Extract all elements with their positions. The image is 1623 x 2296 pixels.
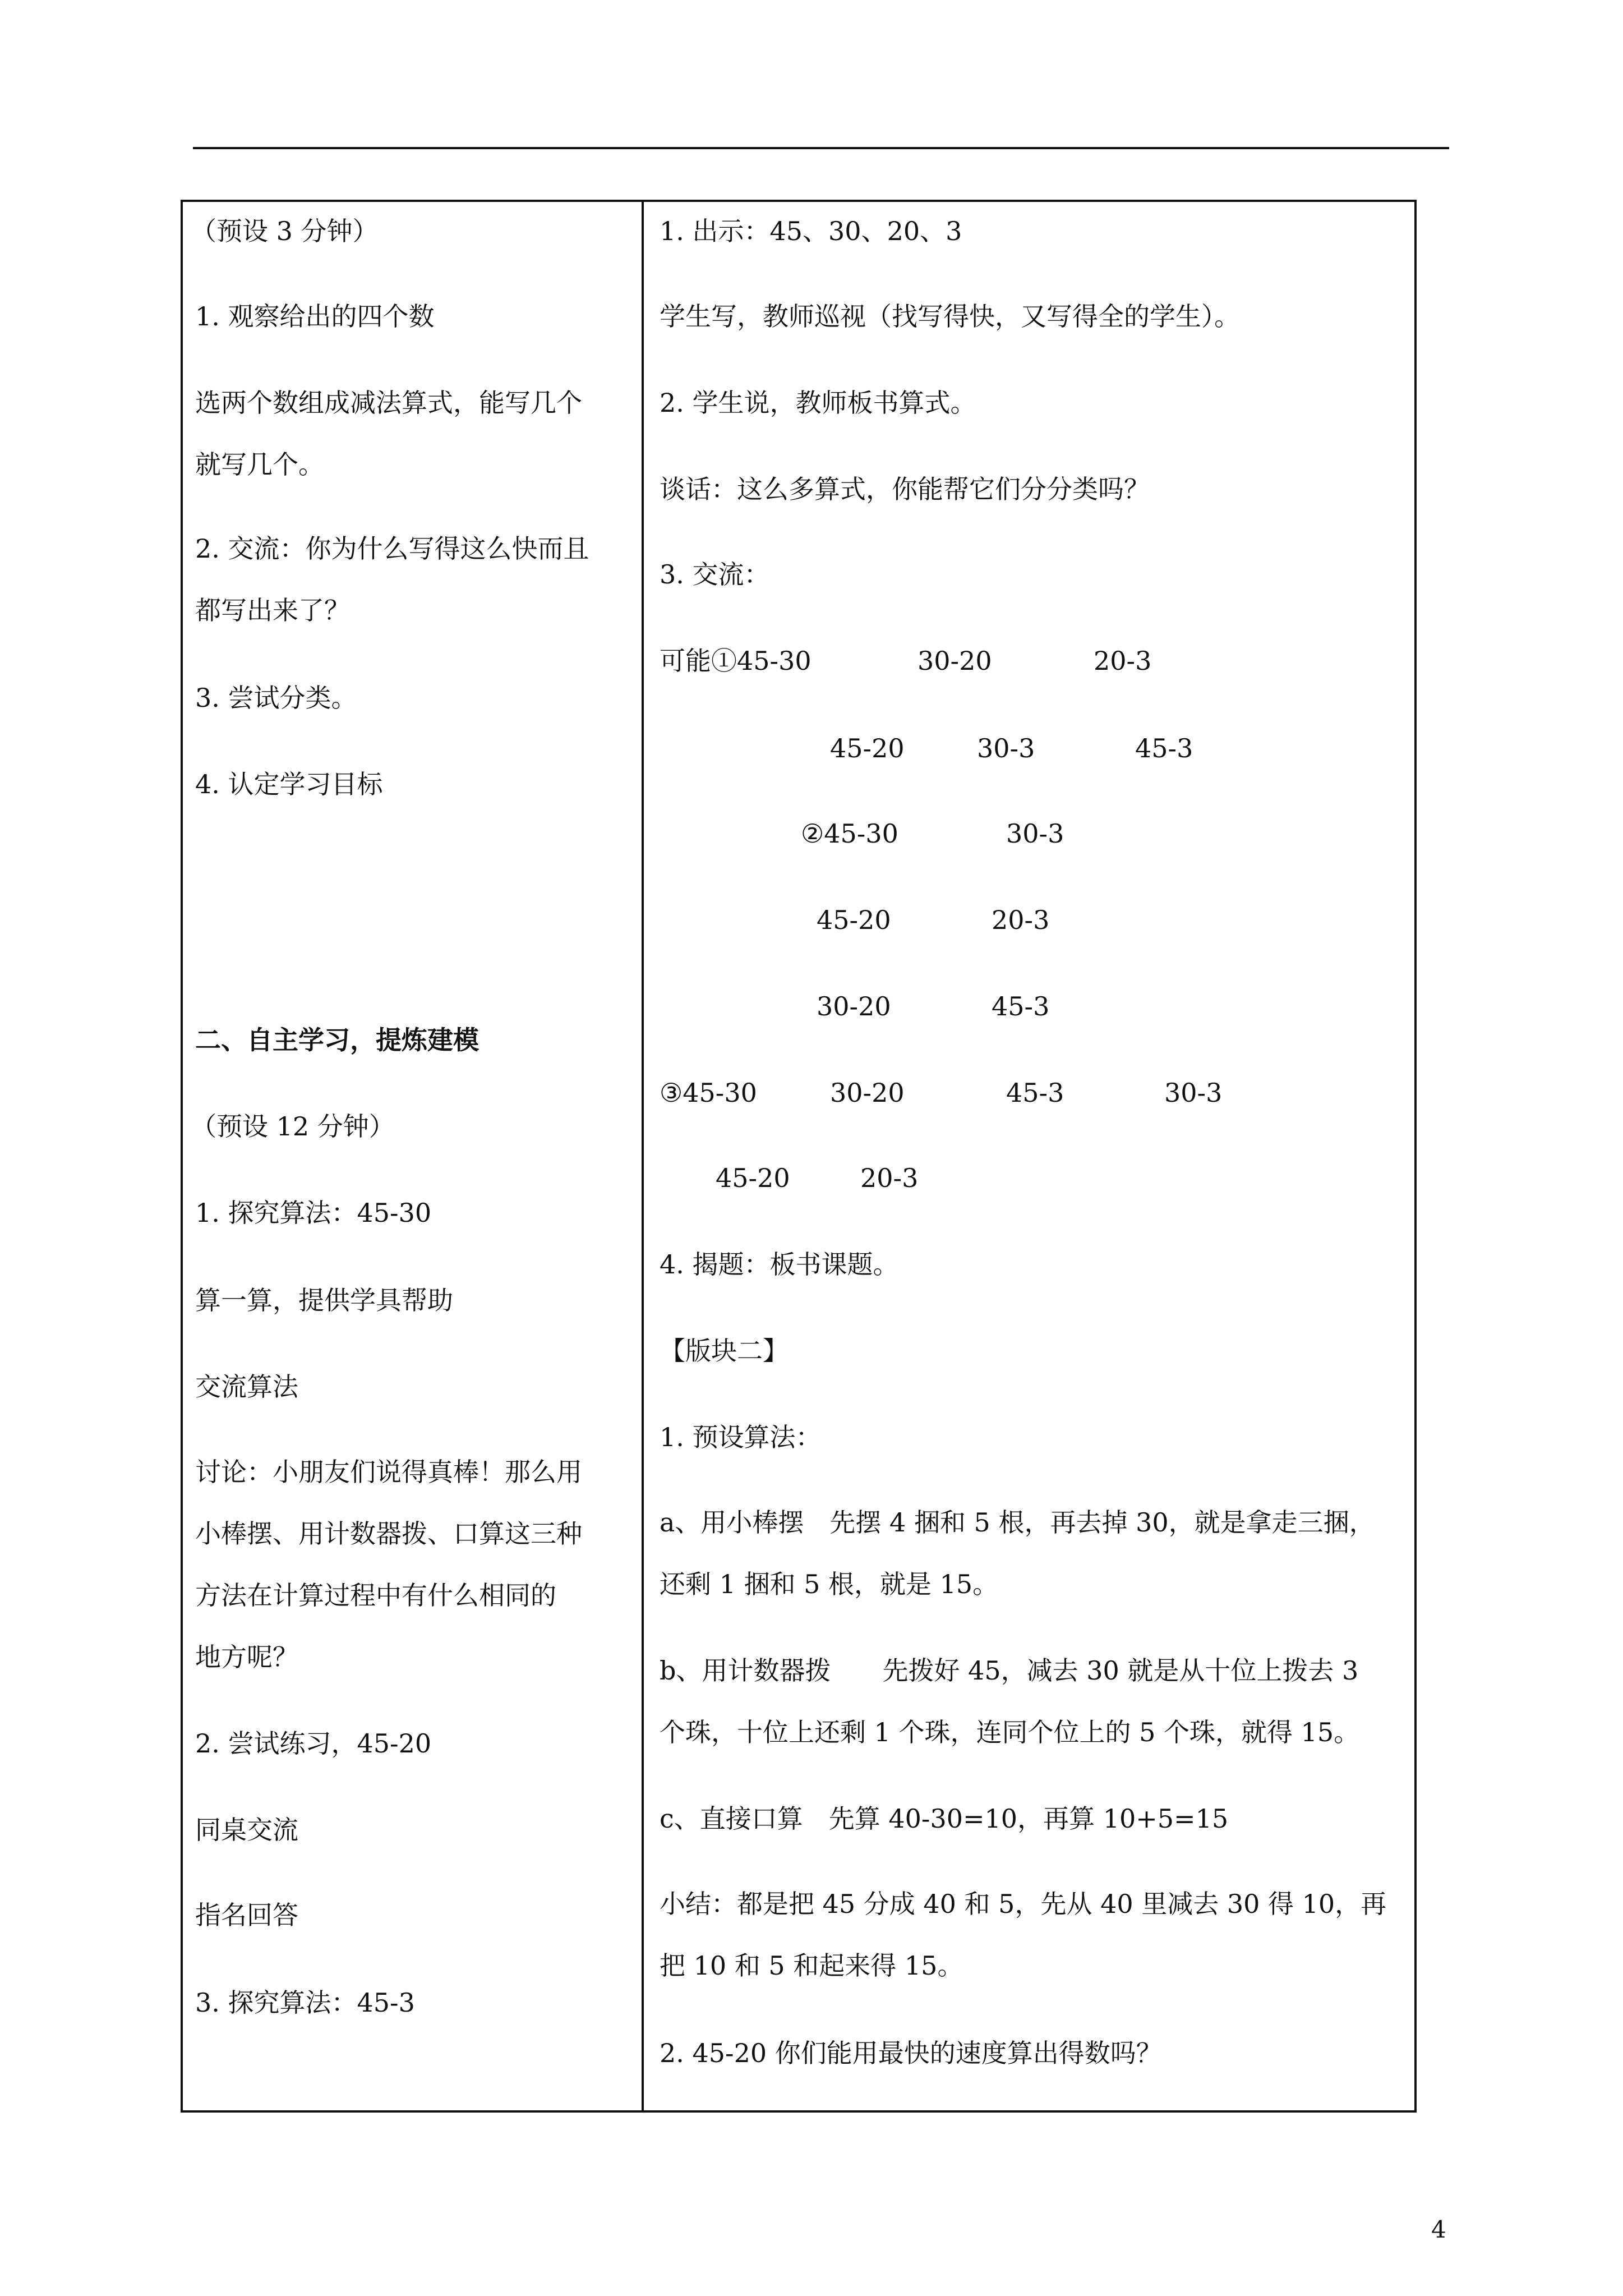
expression: 45-3 (1006, 1078, 1064, 1108)
left-line-20: 指名回答 (195, 1900, 298, 1930)
left-line-19: 同桌交流 (195, 1815, 298, 1845)
left-line-17: 地方呢？ (195, 1642, 298, 1672)
left-line-14: 讨论：小朋友们说得真棒！那么用 (195, 1457, 582, 1487)
expression: ②45-30 (801, 818, 898, 849)
right-line-3: 2. 学生说，教师板书算式。 (660, 388, 976, 418)
left-line-15: 小棒摆、用计数器拨、口算这三种 (195, 1519, 582, 1549)
left-line-13: 交流算法 (195, 1372, 298, 1402)
header-rule (193, 147, 1449, 149)
right-line-13: 4. 揭题：板书课题。 (660, 1249, 899, 1280)
right-line-14: 【版块二】 (660, 1336, 789, 1366)
expression: 30-20 (830, 1078, 905, 1108)
right-line-22: 把 10 和 5 和起来得 15。 (660, 1950, 963, 1981)
right-line-1: 1. 出示：45、30、20、3 (660, 216, 962, 246)
right-line-20: c、直接口算 先算 40-30=10，再算 10+5=15 (660, 1803, 1229, 1834)
expression: 可能①45-30 (660, 646, 811, 676)
table-column-divider (642, 200, 644, 2113)
expression: 45-20 (716, 1163, 790, 1193)
page-number: 4 (1431, 2216, 1446, 2243)
right-line-16: a、用小棒摆 先摆 4 捆和 5 根，再去掉 30，就是拿走三捆， (660, 1507, 1375, 1538)
right-line-23: 2. 45-20 你们能用最快的速度算出得数吗？ (660, 2038, 1162, 2068)
section-heading: 二、自主学习，提炼建模 (195, 1025, 479, 1055)
left-line-6: 都写出来了？ (195, 595, 350, 625)
left-line-7: 3. 尝试分类。 (195, 683, 357, 713)
left-line-11: 1. 探究算法：45-30 (195, 1198, 432, 1228)
left-line-3: 选两个数组成减法算式，能写几个 (195, 388, 582, 418)
left-line-4: 就写几个。 (195, 449, 324, 480)
right-line-2: 学生写，教师巡视（找写得快，又写得全的学生）。 (660, 301, 1240, 332)
left-line-18: 2. 尝试练习，45-20 (195, 1728, 432, 1759)
expression: 30-3 (1164, 1078, 1223, 1108)
expression: 20-3 (992, 905, 1050, 935)
expression: 45-20 (830, 733, 905, 763)
expression: 20-3 (860, 1163, 919, 1193)
expression: ③45-30 (660, 1078, 757, 1108)
left-line-10: （预设 12 分钟） (191, 1111, 395, 1142)
right-line-21: 小结：都是把 45 分成 40 和 5，先从 40 里减去 30 得 10，再 (660, 1889, 1387, 1919)
right-line-19: 个珠，十位上还剩 1 个珠，连同个位上的 5 个珠，就得 15。 (660, 1717, 1360, 1747)
left-line-21: 3. 探究算法：45-3 (195, 1987, 415, 2018)
expression: 20-3 (1094, 646, 1152, 676)
expression: 30-20 (817, 991, 891, 1022)
expression: 30-3 (1006, 818, 1064, 849)
right-line-15: 1. 预设算法： (660, 1422, 822, 1452)
expression: 45-20 (817, 905, 891, 935)
expression: 45-3 (992, 991, 1050, 1022)
right-line-4: 谈话：这么多算式，你能帮它们分分类吗？ (660, 474, 1150, 504)
left-line-8: 4. 认定学习目标 (195, 769, 383, 799)
left-line-1: （预设 3 分钟） (191, 216, 379, 246)
expression: 30-3 (977, 733, 1035, 763)
left-line-5: 2. 交流：你为什么写得这么快而且 (195, 533, 589, 564)
right-line-18: b、用计数器拨 先拨好 45，减去 30 就是从十位上拨去 3 (660, 1655, 1359, 1686)
right-line-17: 还剩 1 捆和 5 根，就是 15。 (660, 1569, 999, 1599)
expression: 30-20 (917, 646, 992, 676)
left-line-12: 算一算，提供学具帮助 (195, 1285, 453, 1315)
left-line-16: 方法在计算过程中有什么相同的 (195, 1580, 556, 1611)
left-line-2: 1. 观察给出的四个数 (195, 301, 435, 332)
right-line-5: 3. 交流： (660, 559, 770, 590)
expression: 45-3 (1135, 733, 1193, 763)
